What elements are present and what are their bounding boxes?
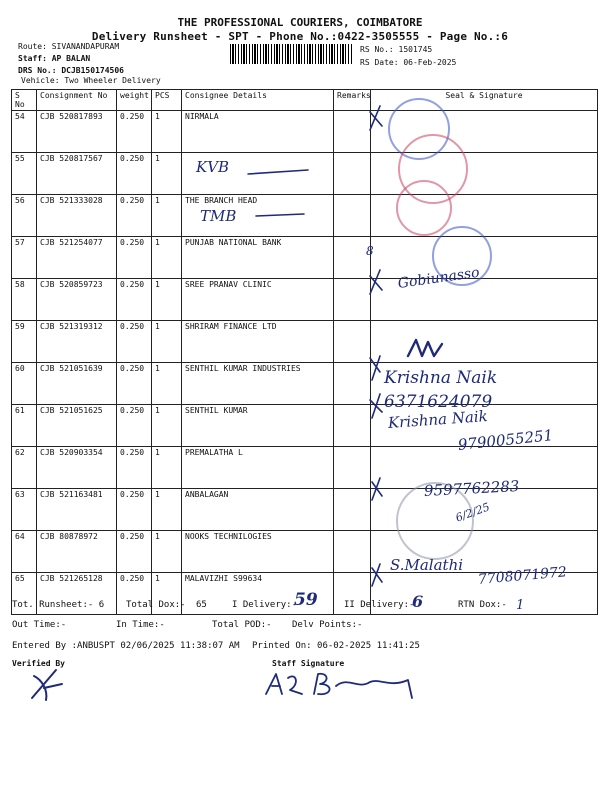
consignment-cell: CJB 521051625: [37, 405, 117, 447]
sno-cell: 63: [12, 489, 37, 531]
col-consignment: Consignment No: [37, 90, 117, 111]
pcs-cell: 1: [152, 573, 182, 615]
consignment-cell: CJB 520859723: [37, 279, 117, 321]
weight-cell: 0.250: [117, 195, 152, 237]
pcs-cell: 1: [152, 531, 182, 573]
rtn-dox-label: RTN Dox:-: [458, 600, 507, 610]
sno-cell: 62: [12, 447, 37, 489]
col-seal-signature: Seal & Signature: [371, 90, 598, 111]
handwritten-phone: 7708071972: [477, 564, 568, 588]
consignee-cell: PREMALATHA L: [182, 447, 334, 489]
weight-cell: 0.250: [117, 447, 152, 489]
remarks-cell: [334, 279, 371, 321]
total-pod-label: Total POD:-: [212, 620, 272, 630]
table-row: [12, 321, 598, 363]
route-label: Route: SIVANANDAPURAM: [18, 42, 120, 51]
remarks-cell: [334, 111, 371, 153]
total-dox-value: 65: [196, 600, 207, 610]
pcs-cell: 1: [152, 153, 182, 195]
handwritten-name: Krishna Naik: [387, 407, 489, 432]
remarks-cell: [334, 237, 371, 279]
table-header-row: [12, 90, 598, 111]
verified-by-label: Verified By: [12, 659, 65, 668]
sno-cell: 56: [12, 195, 37, 237]
col-pcs: PCS: [152, 90, 182, 111]
vehicle-label: Vehicle: Two Wheeler Delivery: [21, 76, 161, 85]
consignee-cell: THE BRANCH HEAD: [182, 195, 334, 237]
consignee-cell: ANBALAGAN: [182, 489, 334, 531]
consignment-cell: CJB 521051639: [37, 363, 117, 405]
consignment-cell: CJB 520817893: [37, 111, 117, 153]
pcs-cell: 1: [152, 363, 182, 405]
handwritten-note: KVB: [196, 158, 230, 176]
sno-cell: 60: [12, 363, 37, 405]
pcs-cell: 1: [152, 321, 182, 363]
weight-cell: 0.250: [117, 489, 152, 531]
sno-cell: 54: [12, 111, 37, 153]
col-weight: weight: [117, 90, 152, 111]
weight-cell: 0.250: [117, 153, 152, 195]
table-row: [12, 237, 598, 279]
handwritten-note: TMB: [200, 207, 237, 225]
consignment-cell: CJB 521265128: [37, 573, 117, 615]
sno-cell: 55: [12, 153, 37, 195]
consignment-cell: CJB 520903354: [37, 447, 117, 489]
pcs-cell: 1: [152, 489, 182, 531]
col-consignee: Consignee Details: [182, 90, 334, 111]
remarks-cell: [334, 363, 371, 405]
pcs-cell: 1: [152, 279, 182, 321]
entered-by: Entered By :ANBUSPT 02/06/2025 11:38:07 AM: [12, 641, 240, 651]
runsheet-title: Delivery Runsheet - SPT - Phone No.:0422-3505555 - Page No.:6: [91, 30, 509, 43]
handwritten-phone: 6371624079: [384, 392, 493, 412]
consignment-cell: CJB 521333028: [37, 195, 117, 237]
consignee-cell: SENTHIL KUMAR INDUSTRIES: [182, 363, 334, 405]
pcs-cell: 1: [152, 237, 182, 279]
i-delivery-count: 59: [294, 590, 318, 610]
delv-points-label: Delv Points:-: [292, 620, 363, 630]
remarks-cell: [334, 405, 371, 447]
drs-number: DRS No.: DCJB150174506: [18, 66, 124, 75]
staff-signature-label: Staff Signature: [272, 659, 345, 668]
total-dox-label: Total Dox:-: [126, 600, 186, 610]
remarks-cell: [334, 489, 371, 531]
remarks-cell: [334, 195, 371, 237]
consignee-cell: NOOKS TECHNILOGIES: [182, 531, 334, 573]
table-row: [12, 363, 598, 405]
remarks-cell: [334, 153, 371, 195]
consignment-cell: CJB 521319312: [37, 321, 117, 363]
verifier-signature: [26, 666, 66, 702]
rs-number: RS No.: 1501745: [360, 45, 433, 54]
weight-cell: 0.250: [117, 111, 152, 153]
tick-marks: [366, 100, 396, 590]
bank-seal-stamp: [396, 180, 452, 236]
remarks-cell: [334, 531, 371, 573]
total-runsheet: Tot. Runsheet:- 6: [12, 600, 105, 610]
remarks-cell: [334, 321, 371, 363]
weight-cell: 0.250: [117, 531, 152, 573]
handwritten-mark: 8: [366, 244, 374, 258]
sno-cell: 65: [12, 573, 37, 615]
consignee-cell: PUNJAB NATIONAL BANK: [182, 237, 334, 279]
col-sno: S No: [12, 90, 37, 111]
col-remarks: Remarks: [334, 90, 371, 111]
ii-delivery-count: 6: [412, 592, 424, 611]
consignment-cell: CJB 521254077: [37, 237, 117, 279]
handwritten-phone: 9597762283: [423, 477, 520, 500]
weight-cell: 0.250: [117, 405, 152, 447]
signature-scribble: [406, 338, 446, 360]
ii-delivery-label: II Delivery:-: [344, 600, 415, 610]
sno-cell: 61: [12, 405, 37, 447]
weight-cell: 0.250: [117, 279, 152, 321]
in-time-label: In Time:-: [116, 620, 165, 630]
underline-mark: [238, 168, 318, 218]
i-delivery-label: I Delivery:-: [232, 600, 298, 610]
sno-cell: 58: [12, 279, 37, 321]
consignee-cell: SREE PRANAV CLINIC: [182, 279, 334, 321]
staff-signature: [262, 668, 422, 700]
consignee-cell: NIRMALA: [182, 111, 334, 153]
consignment-cell: CJB 521163481: [37, 489, 117, 531]
weight-cell: 0.250: [117, 237, 152, 279]
handwritten-name: Krishna Naik: [384, 368, 498, 388]
weight-cell: 0.250: [117, 363, 152, 405]
out-time-label: Out Time:-: [12, 620, 67, 630]
consignment-cell: CJB 80878972: [37, 531, 117, 573]
barcode: [230, 44, 352, 64]
handwritten-date: 6/2/25: [453, 500, 492, 525]
weight-cell: 0.250: [117, 321, 152, 363]
company-title: THE PROFESSIONAL COURIERS, COIMBATORE: [177, 16, 423, 29]
table-row: [12, 279, 598, 321]
pcs-cell: 1: [152, 111, 182, 153]
consignee-cell: SENTHIL KUMAR: [182, 405, 334, 447]
consignment-cell: CJB 520817567: [37, 153, 117, 195]
remarks-cell: [334, 447, 371, 489]
consignee-cell: MALAVIZHI S99634: [182, 573, 334, 615]
pcs-cell: 1: [152, 195, 182, 237]
sno-cell: 57: [12, 237, 37, 279]
handwritten-phone: 9790055251: [457, 426, 554, 454]
staff-label: Staff: AP BALAN: [18, 54, 91, 63]
printed-on: Printed On: 06-02-2025 11:41:25: [252, 641, 420, 651]
rs-date: RS Date: 06-Feb-2025: [360, 58, 457, 67]
handwritten-signature: Gobiunasso: [396, 264, 481, 292]
weight-cell: 0.250: [117, 573, 152, 615]
table-row: [12, 111, 598, 153]
handwritten-signature: S.Malathi: [390, 556, 464, 574]
rtn-dox-count: 1: [516, 598, 525, 613]
sno-cell: 64: [12, 531, 37, 573]
pcs-cell: 1: [152, 447, 182, 489]
table-row: [12, 531, 598, 573]
pcs-cell: 1: [152, 405, 182, 447]
signature-cell: [371, 321, 598, 363]
consignee-cell: SHRIRAM FINANCE LTD: [182, 321, 334, 363]
sno-cell: 59: [12, 321, 37, 363]
